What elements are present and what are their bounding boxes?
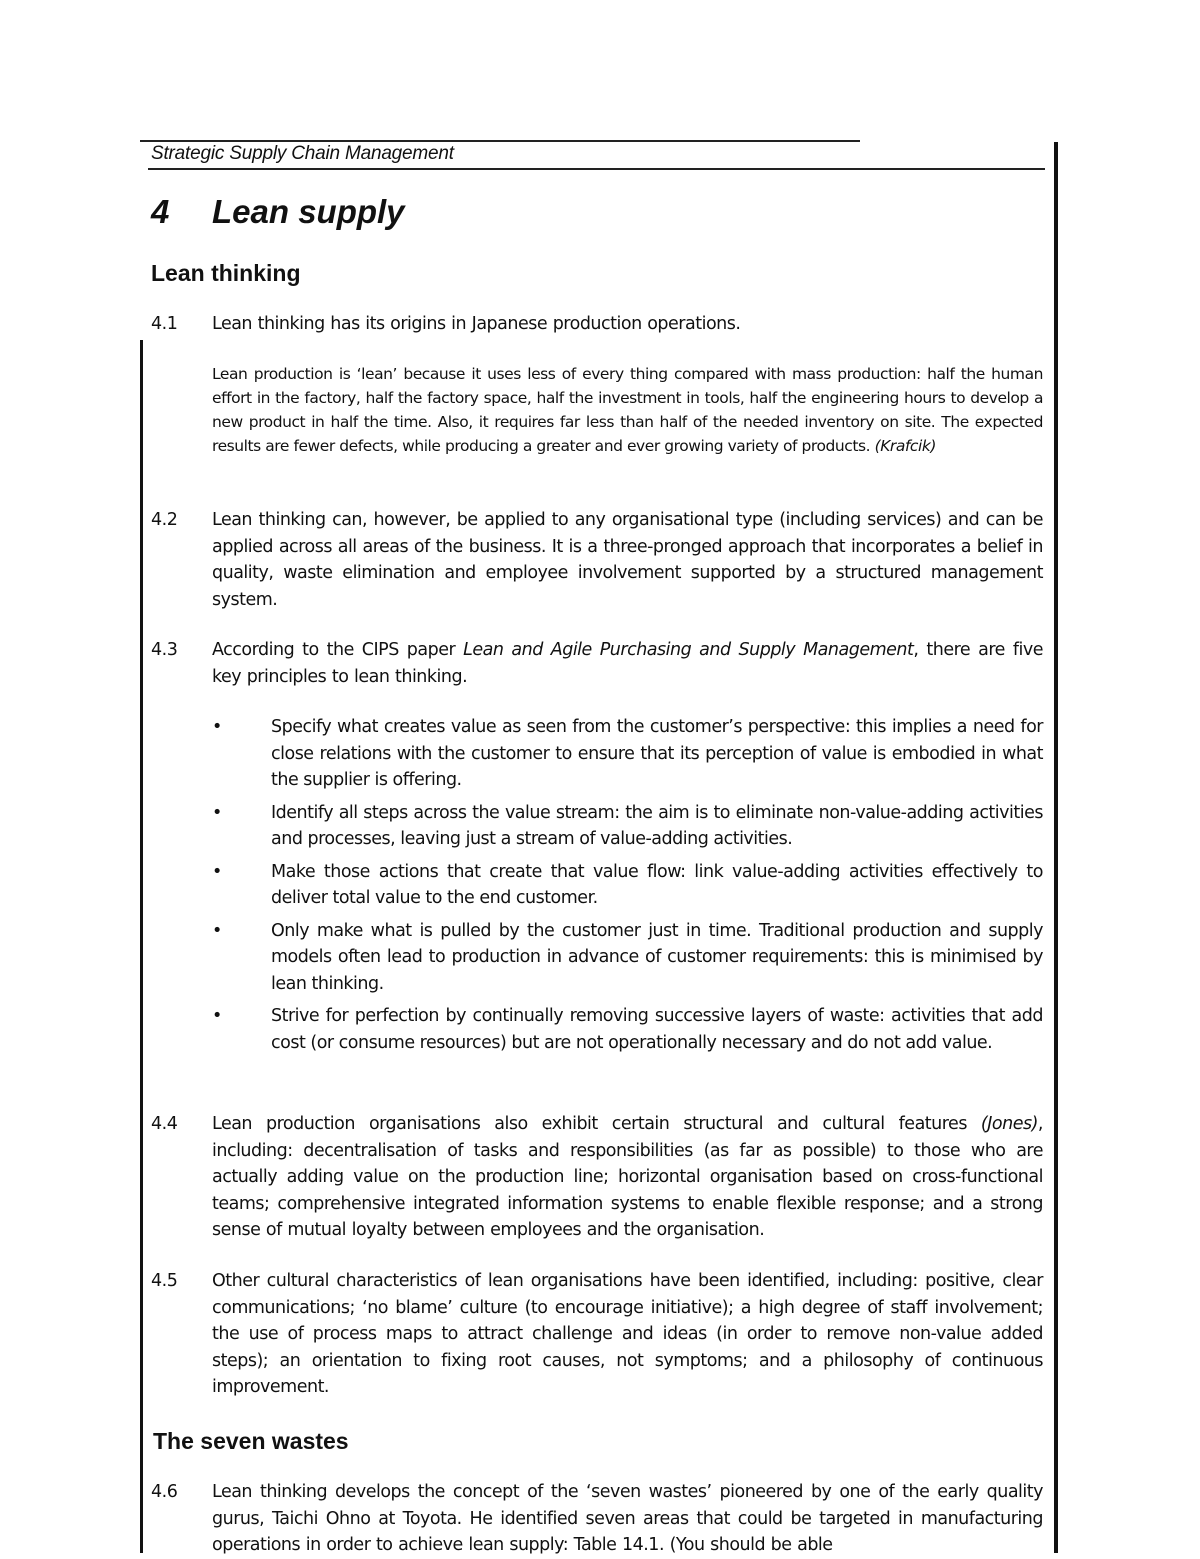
paragraph-4-4	[151, 1111, 1043, 1244]
chapter-number: 4	[151, 193, 170, 230]
header-rule	[148, 168, 1045, 170]
bullet-icon: •	[212, 802, 222, 823]
paragraph-text-part: , there are five key principles to lean thinking.	[212, 640, 1044, 687]
paragraph-text: Lean thinking can, however, be applied to any organisational type (including services) and can be applied across all areas of the business. It is a three-pronged approach that incorporates a belief in quality, waste elimination and employee involvement supported by a structured management system.	[212, 510, 1043, 610]
list-item-text: Strive for perfection by continually removing successive layers of waste: activities that add cost (or consume resources) but are not operationally necessary and do not add value.	[271, 1006, 1043, 1053]
paper-title: Lean and Agile Purchasing and Supply Management	[463, 640, 914, 660]
paragraph-text: Lean thinking develops the concept of the ‘seven wastes’ pioneered by one of the early quality gurus, Taichi Ohno at Toyota. He identified seven areas that could be targeted in manufacturing operations in order to achieve lean supply: Table 14.1. (You should be able	[212, 1482, 1043, 1555]
paragraph-text: Other cultural characteristics of lean organisations have been identified, including: positive, clear communications; ‘no blame’ culture (to encourage initiative); a high degree of staff involvement; the use of process maps to attract challenge and ideas (in order to remove non-value added steps); an orientation to fixing root causes, not symptoms; and a philosophy of continuous improvement.	[212, 1271, 1043, 1397]
paragraph-text-part: According to the CIPS paper	[212, 640, 464, 660]
paragraph-text	[212, 637, 1043, 690]
list-item-text: Only make what is pulled by the customer just in time. Traditional production and supply models often lead to production in advance of customer requirements: this is minimised by lean thinking.	[271, 920, 1043, 994]
paragraph-number: 4.6	[151, 1482, 178, 1502]
chapter-title-text: Lean supply	[212, 193, 405, 230]
paragraph-number: 4.3	[151, 640, 178, 660]
change-bar-right	[1054, 142, 1058, 1553]
bullet-icon: •	[212, 717, 222, 737]
paragraph-text	[212, 1111, 1043, 1244]
list-item	[212, 714, 1043, 794]
paragraph-text: Lean thinking has its origins in Japanese production operations.	[212, 314, 741, 334]
list-item	[212, 800, 1043, 853]
paragraph-4-6	[151, 1479, 1043, 1559]
chapter-title	[151, 193, 405, 231]
citation: (Jones)	[980, 1114, 1038, 1134]
paragraph-4-2	[151, 507, 1043, 613]
change-bar-left	[140, 340, 143, 1553]
paragraph-4-3	[151, 637, 1043, 690]
section-heading-seven-wastes: The seven wastes	[153, 1428, 349, 1454]
lean-principles-list	[212, 714, 1043, 1062]
list-item-text: Make those actions that create that value flow: link value-adding activities effectively to deliver total value to the end customer.	[271, 861, 1043, 908]
quote-text: Lean production is ‘lean’ because it uses less of every thing compared with mass production: half the human effort in the factory, half the factory space, half the investment in tools, half the engineering hours to develop a new product in half the time. Also, it requires far less than half of the needed inventory on site. The expected results are fewer defects, while producing a greater and ever growing variety of products.	[212, 365, 1043, 455]
section-heading-lean-thinking: Lean thinking	[151, 260, 301, 286]
list-item-text: Specify what creates value as seen from the customer’s perspective: this implies a need for close relations with the customer to ensure that its perception of value is embodied in what the supplier is offering.	[271, 717, 1043, 790]
quote-citation: (Krafcik)	[874, 437, 936, 455]
bullet-icon: •	[212, 1006, 222, 1026]
paragraph-number: 4.4	[151, 1114, 178, 1134]
paragraph-4-1	[151, 311, 1043, 338]
bullet-icon: •	[212, 920, 222, 941]
running-header: Strategic Supply Chain Management	[151, 143, 454, 164]
paragraph-number: 4.1	[151, 314, 178, 334]
list-item	[212, 918, 1043, 998]
list-item	[212, 1003, 1043, 1056]
paragraph-number: 4.2	[151, 510, 178, 530]
block-quote	[212, 362, 1043, 458]
bullet-icon: •	[212, 861, 222, 882]
paragraph-4-5	[151, 1268, 1043, 1401]
paragraph-number: 4.5	[151, 1271, 178, 1291]
list-item-text: Identify all steps across the value stream: the aim is to eliminate non-value-adding activities and processes, leaving just a stream of value-adding activities.	[271, 802, 1043, 849]
header-top-rule	[140, 140, 860, 142]
paragraph-text-part: Lean production organisations also exhibit certain structural and cultural features	[212, 1114, 981, 1134]
list-item	[212, 859, 1043, 912]
paragraph-text-part: , including: decentralisation of tasks and responsibilities (as far as possible) to those who are actually adding value on the production line; horizontal organisation based on cross-functional teams; comprehensive integrated information systems to enable flexible response; and a strong sense of mutual loyalty between employees and the organisation.	[212, 1114, 1043, 1240]
